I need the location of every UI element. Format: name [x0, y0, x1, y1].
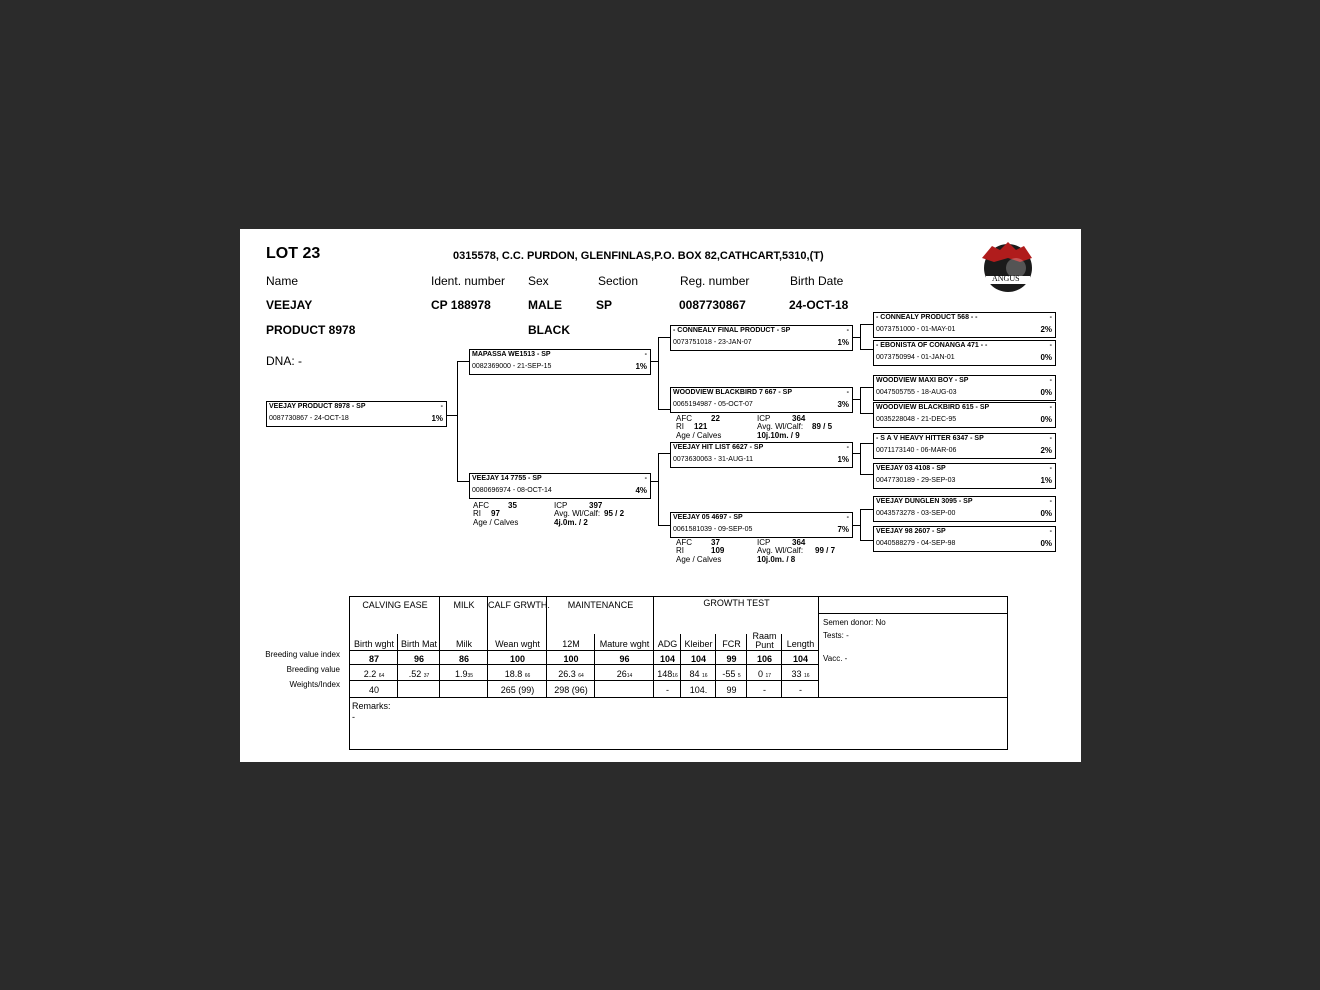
connector — [860, 443, 873, 444]
animal-name: WOODVIEW BLACKBIRD 7 667 - SP — [673, 389, 793, 396]
accuracy: 17 — [765, 673, 772, 679]
connector — [447, 415, 457, 416]
icp-label: ICP — [757, 414, 771, 423]
reg-date: 0035228048 - 21-DEC-95 — [876, 416, 957, 423]
reg-date: 0073750994 - 01-JAN-01 — [876, 354, 955, 361]
reg-label: Reg. number — [680, 274, 750, 288]
col-birth-wght: Birth wght — [353, 639, 395, 649]
reg-date: 0047505755 - 18-AUG-03 — [876, 389, 957, 396]
bv-number: 26.3 — [558, 669, 576, 679]
connector — [658, 525, 670, 526]
reg-date: 0087730867 - 24-OCT-18 — [269, 415, 349, 422]
accuracy: 5 — [737, 673, 741, 679]
connector — [853, 453, 860, 454]
sex-label: Sex — [528, 274, 549, 288]
connector — [853, 525, 860, 526]
col-fcr: FCR — [722, 639, 741, 649]
afc-value: 22 — [711, 414, 720, 423]
connector — [651, 361, 658, 362]
dash: - — [440, 403, 443, 410]
index-value: 104 — [659, 654, 676, 664]
connector — [860, 474, 873, 475]
bv-number: 18.8 — [504, 669, 523, 679]
breeding-value — [782, 669, 819, 679]
pedigree-sire-dam — [670, 387, 853, 413]
pedigree-ggp-1 — [873, 312, 1056, 338]
connector — [457, 481, 469, 482]
pedigree-dam-dam — [670, 512, 853, 538]
pedigree-ggp-2 — [873, 340, 1056, 366]
connector — [860, 413, 873, 414]
index-value: 99 — [726, 654, 737, 664]
col-12m: 12M — [562, 639, 580, 649]
dash: - — [1049, 465, 1052, 472]
animal-name-line2: PRODUCT 8978 — [266, 323, 356, 337]
angus-logo — [978, 236, 1036, 292]
pedigree-sire — [469, 349, 651, 375]
afc-value: 35 — [508, 501, 517, 510]
reg-date: 0040588279 - 04-SEP-98 — [876, 540, 956, 547]
connector — [658, 337, 670, 338]
dam-dam-performance — [676, 538, 851, 565]
bv-number: .52 — [408, 669, 422, 679]
avg-value: 99 / 7 — [815, 546, 836, 555]
ri-value: 121 — [694, 422, 708, 431]
animal-reg: 0087730867 — [679, 298, 746, 312]
reg-date: 0071173140 - 06-MAR-06 — [876, 447, 957, 454]
animal-name: VEEJAY 14 7755 - SP — [472, 475, 542, 482]
dam-performance — [473, 501, 643, 528]
icp-value: 364 — [792, 538, 806, 547]
vaccination: Vacc. - — [823, 654, 848, 663]
index-value: 86 — [458, 654, 469, 664]
connector — [658, 409, 670, 410]
dash: - — [846, 444, 849, 451]
animal-name-line1: VEEJAY — [266, 298, 313, 312]
bv-number: 84 — [689, 669, 700, 679]
weight-value: - — [799, 685, 802, 695]
avg-label: Avg. Wl/Calf: — [554, 509, 601, 518]
bv-number: 0 — [757, 669, 763, 679]
pedigree-subject — [266, 401, 447, 427]
connector — [658, 337, 659, 409]
age-value: 10j.0m. / 8 — [757, 555, 796, 564]
col-milk: Milk — [456, 639, 472, 649]
connector — [860, 387, 861, 413]
percentage: 2% — [1040, 325, 1052, 334]
logo-text: ANGUS — [992, 274, 1020, 283]
weight-value: 104. — [689, 685, 708, 695]
bv-number: 148 — [657, 669, 673, 679]
connector — [651, 481, 658, 482]
pedigree-ggp-5 — [873, 433, 1056, 459]
pedigree-ggp-7 — [873, 496, 1056, 522]
group-milk: MILK — [453, 600, 475, 610]
percentage: 1% — [837, 338, 849, 347]
ri-label: RI — [676, 422, 684, 431]
accuracy: 64 — [378, 673, 385, 679]
animal-name: - S A V HEAVY HITTER 6347 - SP — [876, 435, 984, 442]
breeding-value — [350, 669, 398, 679]
pedigree-ggp-6 — [873, 463, 1056, 489]
avg-label: Avg. Wl/Calf: — [757, 422, 804, 431]
percentage: 1% — [1040, 476, 1052, 485]
breeder-info: 0315578, C.C. PURDON, GLENFINLAS,P.O. BOX 82,CATHCART,5310,(T) — [453, 250, 824, 262]
breeding-value — [398, 669, 440, 679]
pedigree-ggp-4 — [873, 402, 1056, 428]
connector — [860, 387, 873, 388]
bv-number: 33 — [791, 669, 802, 679]
animal-name: MAPASSA WE1513 - SP — [472, 351, 551, 358]
icp-label: ICP — [757, 538, 771, 547]
accuracy: 37 — [423, 673, 430, 679]
percentage: 4% — [635, 486, 647, 495]
percentage: 1% — [837, 455, 849, 464]
dash: - — [1049, 528, 1052, 535]
accuracy: 16 — [803, 673, 810, 679]
name-label: Name — [266, 274, 299, 288]
index-value: 104 — [690, 654, 707, 664]
birth-label: Birth Date — [790, 274, 844, 288]
col-length: Length — [786, 639, 815, 649]
afc-label: AFC — [676, 538, 692, 547]
percentage: 0% — [1040, 388, 1052, 397]
index-value: 100 — [563, 654, 579, 664]
index-value: 100 — [509, 654, 526, 664]
animal-name: VEEJAY 98 2607 - SP — [876, 528, 946, 535]
animal-name: - CONNEALY FINAL PRODUCT - SP — [673, 327, 791, 334]
connector — [457, 361, 469, 362]
percentage: 0% — [1040, 353, 1052, 362]
dash: - — [1049, 498, 1052, 505]
index-value: 96 — [413, 654, 424, 664]
reg-date: 0073751000 - 01-MAY-01 — [876, 326, 956, 333]
afc-label: AFC — [676, 414, 692, 423]
bv-number: 26 — [616, 669, 627, 679]
group-maintenance: MAINTENANCE — [567, 600, 634, 610]
percentage: 7% — [837, 525, 849, 534]
breeding-value-table — [349, 596, 1008, 750]
animal-name: WOODVIEW MAXI BOY - SP — [876, 377, 969, 384]
section-label: Section — [598, 274, 639, 288]
lot-number: LOT 23 — [266, 245, 321, 262]
dash: - — [1049, 404, 1052, 411]
connector — [860, 540, 873, 541]
animal-name: WOODVIEW BLACKBIRD 615 - SP — [876, 404, 990, 411]
bv-number: 1.9 — [454, 669, 468, 679]
animal-birth: 24-OCT-18 — [789, 298, 849, 312]
age-label: Age / Calves — [676, 431, 722, 440]
accuracy: 16 — [701, 673, 708, 679]
dash: - — [644, 475, 647, 482]
connector — [853, 337, 860, 338]
avg-value: 89 / 5 — [812, 422, 833, 431]
reg-date: 0080696974 - 08-OCT-14 — [472, 487, 552, 494]
accuracy: 16 — [672, 673, 678, 679]
afc-label: AFC — [473, 501, 489, 510]
weight-value: - — [763, 685, 766, 695]
row-label-index: Breeding value index — [265, 650, 340, 659]
ri-value: 97 — [491, 509, 500, 518]
age-value: 10j.10m. / 9 — [757, 431, 800, 440]
accuracy: 35 — [467, 673, 474, 679]
age-label: Age / Calves — [473, 518, 519, 527]
animal-name: VEEJAY 05 4697 - SP — [673, 514, 743, 521]
connector — [860, 509, 873, 510]
ri-value: 109 — [711, 546, 725, 555]
avg-label: Avg. Wl/Calf: — [757, 546, 804, 555]
reg-date: 0061581039 - 09-SEP-05 — [673, 526, 753, 533]
connector — [860, 509, 861, 540]
weight-value: 265 (99) — [500, 685, 535, 695]
col-adg: ADG — [657, 639, 678, 649]
index-value: 106 — [756, 654, 773, 664]
avg-value: 95 / 2 — [604, 509, 625, 518]
connector — [860, 324, 873, 325]
percentage: 0% — [1040, 509, 1052, 518]
connector — [860, 443, 861, 474]
animal-name: VEEJAY HIT LIST 6627 - SP — [673, 444, 764, 451]
percentage: 3% — [837, 400, 849, 409]
connector — [658, 453, 659, 525]
row-label-weights: Weights/Index — [289, 680, 340, 689]
index-value: 87 — [368, 654, 379, 664]
icp-label: ICP — [554, 501, 568, 510]
dash: - — [846, 389, 849, 396]
percentage: 2% — [1040, 446, 1052, 455]
index-value: 96 — [619, 654, 630, 664]
dash: - — [1049, 314, 1052, 321]
dash: - — [1049, 377, 1052, 384]
index-value: 104 — [792, 654, 809, 664]
pedigree-ggp-3 — [873, 375, 1056, 401]
percentage: 1% — [431, 414, 443, 423]
reg-date: 0043573278 - 03-SEP-00 — [876, 510, 956, 517]
breeding-value — [595, 669, 654, 679]
pedigree-dam — [469, 473, 651, 499]
bv-number: -55 — [722, 669, 736, 679]
percentage: 1% — [635, 362, 647, 371]
col-mature-wght: Mature wght — [599, 639, 650, 649]
breeding-value — [716, 669, 747, 679]
weight-value: - — [666, 685, 669, 695]
dash: - — [644, 351, 647, 358]
bv-number: 2.2 — [363, 669, 377, 679]
dash: - — [1049, 342, 1052, 349]
animal-name: - EBONISTA OF CONANGA 471 - - — [876, 342, 988, 349]
animal-section: SP — [596, 298, 613, 312]
group-growth-test: GROWTH TEST — [703, 598, 770, 608]
connector — [658, 453, 670, 454]
semen-donor: Semen donor: No — [823, 618, 886, 627]
col-wean-wght: Wean wght — [495, 639, 540, 649]
weight-value: 298 (96) — [554, 685, 588, 695]
row-label-bv: Breeding value — [286, 665, 340, 674]
reg-date: 0047730189 - 29-SEP-03 — [876, 477, 956, 484]
accuracy: 64 — [578, 673, 584, 679]
animal-name: VEEJAY DUNGLEN 3095 - SP — [876, 498, 973, 505]
ident-label: Ident. number — [431, 274, 506, 288]
breeding-value — [654, 669, 681, 679]
dash: - — [1049, 435, 1052, 442]
sire-dam-performance — [676, 414, 851, 441]
icp-value: 397 — [589, 501, 603, 510]
breeding-value — [488, 669, 547, 679]
afc-value: 37 — [711, 538, 720, 547]
percentage: 0% — [1040, 415, 1052, 424]
tests: Tests: - — [823, 631, 849, 640]
reg-date: 0082369000 - 21-SEP-15 — [472, 363, 552, 370]
weight-value: 40 — [368, 685, 379, 695]
col-kleiber: Kleiber — [684, 639, 713, 649]
connector — [860, 324, 861, 349]
pedigree-certificate — [240, 229, 1081, 762]
age-value: 4j.0m. / 2 — [554, 518, 588, 527]
animal-ident: CP 188978 — [431, 298, 491, 312]
connector — [860, 349, 873, 350]
dash: - — [846, 514, 849, 521]
breeding-value — [681, 669, 716, 679]
animal-name: VEEJAY PRODUCT 8978 - SP — [269, 403, 366, 410]
ri-label: RI — [676, 546, 684, 555]
breeding-value — [440, 669, 488, 679]
col-birth-mat: Birth Mat — [400, 639, 437, 649]
animal-name: - CONNEALY PRODUCT 568 - - — [876, 314, 978, 321]
pedigree-dam-sire — [670, 442, 853, 468]
reg-date: 0073630063 - 31-AUG-11 — [673, 456, 754, 463]
animal-name: VEEJAY 03 4108 - SP — [876, 465, 946, 472]
age-label: Age / Calves — [676, 555, 722, 564]
pedigree-ggp-8 — [873, 526, 1056, 552]
weight-value: 99 — [726, 685, 737, 695]
ri-label: RI — [473, 509, 481, 518]
percentage: 0% — [1040, 539, 1052, 548]
breeding-value — [547, 669, 595, 679]
breeding-value — [747, 669, 782, 679]
icp-value: 364 — [792, 414, 806, 423]
remarks-label: Remarks: — [352, 701, 391, 711]
connector — [457, 361, 458, 481]
col-raam-punt: Raam Punt — [752, 631, 777, 650]
animal-color: BLACK — [528, 323, 570, 337]
group-calving-ease: CALVING EASE — [362, 600, 428, 610]
connector — [853, 399, 860, 400]
dash: - — [846, 327, 849, 334]
group-calf-growth: CALF GRWTH. — [488, 600, 550, 610]
animal-sex: MALE — [528, 298, 562, 312]
accuracy: 66 — [524, 673, 531, 679]
reg-date: 0065194987 - 05-OCT-07 — [673, 401, 753, 408]
remarks-value: - — [352, 712, 355, 722]
reg-date: 0073751018 - 23-JAN-07 — [673, 339, 752, 346]
accuracy: 14 — [626, 673, 633, 679]
dna-status: DNA: - — [266, 354, 302, 368]
pedigree-sire-sire — [670, 325, 853, 351]
